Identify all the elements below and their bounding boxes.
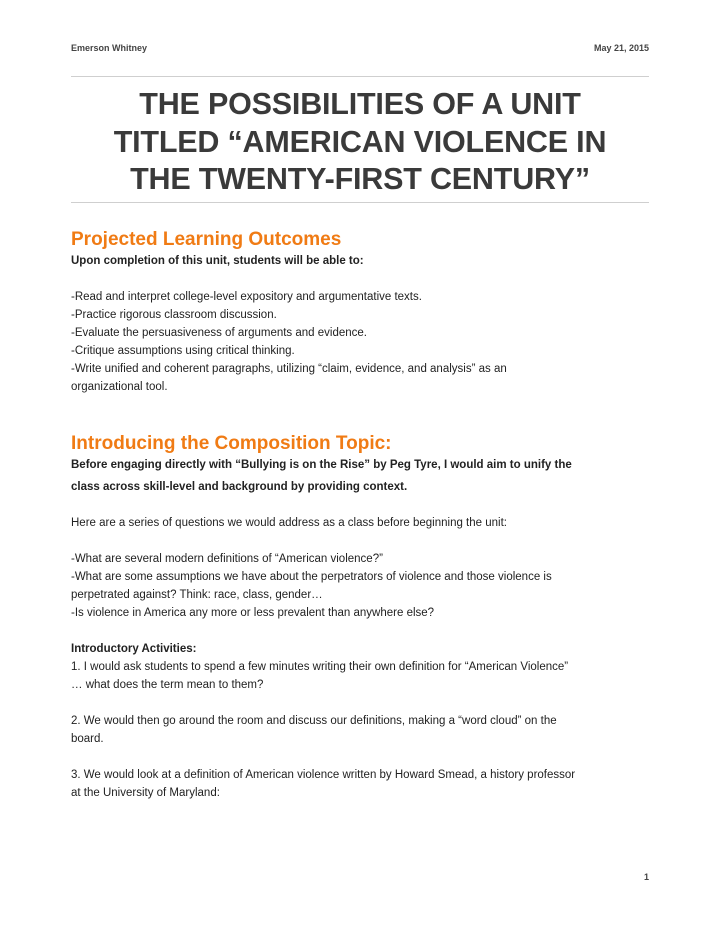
activities-heading: Introductory Activities:: [71, 643, 197, 655]
header-author: Emerson Whitney: [71, 43, 148, 53]
page-header: [71, 43, 649, 57]
outcomes-intro: Upon completion of this unit, students will be able to:: [71, 255, 364, 267]
title-line-3: THE TWENTY-FIRST CENTURY”: [130, 162, 590, 196]
outcome-item: -Write unified and coherent paragraphs, utilizing “claim, evidence, and analysis” as an: [71, 363, 507, 375]
activity-2-line-1: 2. We would then go around the room and discuss our definitions, making a “word cloud” on the: [71, 715, 557, 727]
spacer: [71, 396, 649, 432]
activity-2-line-2: board.: [71, 733, 104, 745]
activity-1-line-1: 1. I would ask students to spend a few minutes writing their own definition for “American Violence”: [71, 661, 569, 673]
questions-intro: Here are a series of questions we would address as a class before beginning the unit:: [71, 517, 507, 529]
document-title: [71, 86, 649, 199]
title-top-divider: [71, 76, 649, 77]
spacer: [71, 694, 649, 712]
spacer: [71, 622, 649, 640]
outcome-item: organizational tool.: [71, 381, 168, 393]
spacer: [71, 496, 649, 514]
spacer: [71, 270, 649, 288]
outcome-item: -Critique assumptions using critical thinking.: [71, 345, 295, 357]
composition-heading: Introducing the Composition Topic:: [71, 433, 392, 454]
title-line-2: TITLED “AMERICAN VIOLENCE IN: [113, 124, 607, 159]
title-line-1: THE POSSIBILITIES OF A UNIT: [139, 87, 581, 121]
outcome-item: -Practice rigorous classroom discussion.: [71, 309, 277, 321]
composition-intro-line-1: Before engaging directly with “Bullying is on the Rise” by Peg Tyre, I would aim to unify the: [71, 459, 572, 471]
spacer: [71, 532, 649, 550]
question-item: -What are several modern definitions of “American violence?”: [71, 553, 383, 565]
title-bottom-divider: [71, 202, 649, 203]
activity-3-line-1: 3. We would look at a definition of American violence written by Howard Smead, a history professor: [71, 769, 576, 781]
activity-1-line-2: … what does the term mean to them?: [71, 679, 264, 691]
composition-intro-line-2: class across skill-level and background by providing context.: [71, 481, 408, 493]
header-date: May 21, 2015: [593, 43, 649, 53]
page-number: 1: [643, 872, 649, 882]
outcome-item: -Evaluate the persuasiveness of arguments and evidence.: [71, 327, 367, 339]
question-item: -Is violence in America any more or less prevalent than anywhere else?: [71, 607, 435, 619]
outcome-item: -Read and interpret college-level expository and argumentative texts.: [71, 291, 422, 303]
activity-3-line-2: at the University of Maryland:: [71, 787, 220, 799]
spacer: [71, 748, 649, 766]
question-item: -What are some assumptions we have about the perpetrators of violence and those violence is: [71, 571, 552, 583]
question-item: perpetrated against? Think: race, class, gender…: [71, 589, 323, 601]
outcomes-heading: Projected Learning Outcomes: [71, 229, 342, 250]
document-body: [71, 228, 649, 802]
